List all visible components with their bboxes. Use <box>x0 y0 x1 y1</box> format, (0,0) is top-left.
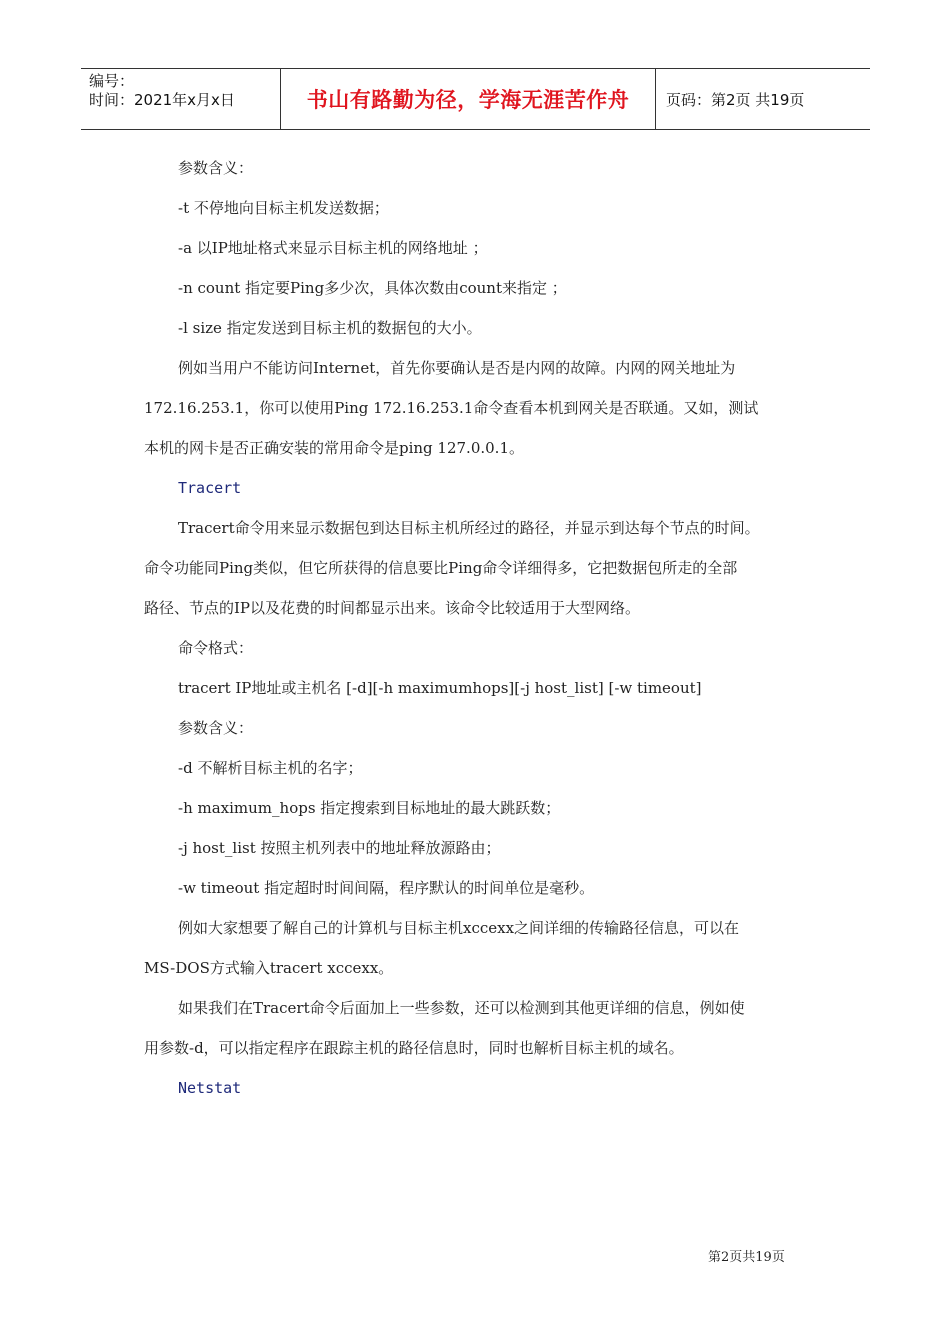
section-heading-tracert: Tracert <box>178 479 242 497</box>
paragraph: -a 以IP地址格式来显示目标主机的网络地址 ； <box>178 239 488 257</box>
paragraph-line: 路径、节点的IP以及花费的时间都显示出来。该命令比较适用于大型网络。 <box>144 599 641 617</box>
paragraph-line: MS-DOS方式输入tracert xccexx。 <box>144 959 394 977</box>
header-page-number: 页码：第2页 共19页 <box>666 90 805 109</box>
paragraph: 参数含义： <box>178 719 254 737</box>
document-body <box>144 148 814 1108</box>
command-syntax: tracert IP地址或主机名 [-d][-h maximumhops][-j host_list] [-w timeout] <box>178 679 702 697</box>
document-number-label: 编号： <box>89 72 135 90</box>
parameter-item: -h maximum_hops 指定搜索到目标地址的最大跳跃数； <box>178 799 561 817</box>
header-meta <box>81 69 281 129</box>
paragraph: 命令格式： <box>178 639 254 657</box>
paragraph <box>144 908 814 988</box>
paragraph-line: 例如当用户不能访问Internet，首先你要确认是否是内网的故障。内网的网关地址为 <box>178 359 736 377</box>
paragraph-line: Tracert命令用来显示数据包到达目标主机所经过的路径，并显示到达每个节点的时间。 <box>178 519 760 537</box>
page-header <box>81 68 870 130</box>
paragraph-line: 命令功能同Ping类似，但它所获得的信息要比Ping命令详细得多，它把数据包所走的全部 <box>144 559 738 577</box>
paragraph <box>144 348 814 468</box>
section-heading-netstat: Netstat <box>178 1079 242 1097</box>
paragraph-line: 如果我们在Tracert命令后面加上一些参数，还可以检测到其他更详细的信息，例如使 <box>178 999 745 1017</box>
header-motto: 书山有路勤为径，学海无涯苦作舟 <box>281 69 656 129</box>
paragraph: -n count 指定要Ping多少次，具体次数由count来指定 ； <box>178 279 567 297</box>
page-footer: 第2页共19页 <box>708 1250 785 1265</box>
paragraph-line: 例如大家想要了解自己的计算机与目标主机xccexx之间详细的传输路径信息，可以在 <box>178 919 740 937</box>
paragraph-line: 用参数-d，可以指定程序在跟踪主机的路径信息时，同时也解析目标主机的域名。 <box>144 1039 684 1057</box>
paragraph: -t 不停地向目标主机发送数据； <box>178 199 389 217</box>
paragraph: 参数含义： <box>178 159 254 177</box>
document-date: 时间：2021年x月x日 <box>89 91 235 109</box>
paragraph-line: 本机的网卡是否正确安装的常用命令是ping 127.0.0.1。 <box>144 439 524 457</box>
paragraph <box>144 508 814 628</box>
parameter-item: -d 不解析目标主机的名字； <box>178 759 363 777</box>
paragraph-line: 172.16.253.1，你可以使用Ping 172.16.253.1命令查看本机到网关是否联通。又如，测试 <box>144 399 759 417</box>
paragraph: -l size 指定发送到目标主机的数据包的大小。 <box>178 319 482 337</box>
parameter-item: -w timeout 指定超时时间间隔，程序默认的时间单位是毫秒。 <box>178 879 595 897</box>
paragraph <box>144 988 814 1068</box>
parameter-item: -j host_list 按照主机列表中的地址释放源路由； <box>178 839 501 857</box>
